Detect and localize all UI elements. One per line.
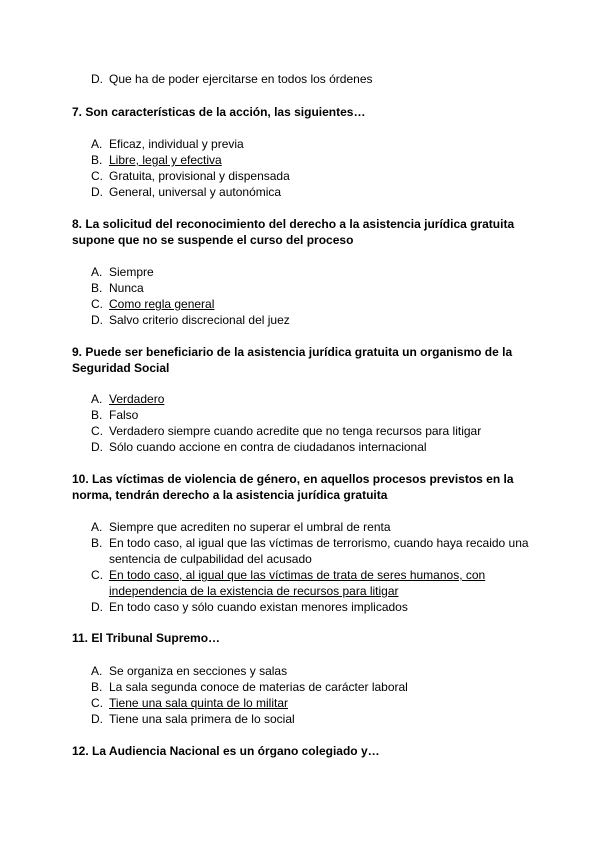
question-7-options xyxy=(91,136,290,200)
option-a xyxy=(91,391,481,407)
question-11-options xyxy=(91,663,408,727)
option-b xyxy=(91,152,290,168)
option-text: Tiene una sala primera de lo social xyxy=(109,712,295,726)
option-letter: C. xyxy=(91,696,103,710)
option-a xyxy=(91,136,290,152)
option-text-correct: Libre, legal y efectiva xyxy=(109,153,222,167)
option-letter: A. xyxy=(91,664,103,678)
option-letter: A. xyxy=(91,392,103,406)
option-letter: C. xyxy=(91,297,103,311)
option-text: Falso xyxy=(109,408,139,422)
option-letter: D. xyxy=(91,72,103,86)
option-d xyxy=(91,312,290,328)
option-text: En todo caso y sólo cuando existan menores implicados xyxy=(109,600,408,614)
option-b xyxy=(91,280,290,296)
option-text: Se organiza en secciones y salas xyxy=(109,664,288,678)
option-text: Salvo criterio discrecional del juez xyxy=(109,313,290,327)
option-letter: B. xyxy=(91,680,103,694)
option-letter: D. xyxy=(91,185,103,199)
option-b xyxy=(91,535,531,567)
option-d xyxy=(91,184,290,200)
option-letter: D. xyxy=(91,600,103,614)
option-letter: C. xyxy=(91,568,103,582)
question-12-title: 12. La Audiencia Nacional es un órgano colegiado y… xyxy=(72,744,380,758)
question-8-title: 8. La solicitud del reconocimiento del derecho a la asistencia jurídica gratuita supone que no se suspende el curso del proceso xyxy=(72,217,515,247)
question-7-title: 7. Son características de la acción, las siguientes… xyxy=(72,105,366,119)
option-letter: C. xyxy=(91,169,103,183)
option-text-correct: En todo caso, al igual que las víctimas de trata de seres humanos, con independencia de la existencia de recursos para litigar xyxy=(109,568,486,598)
option-c xyxy=(91,168,290,184)
option-text-correct: Verdadero xyxy=(109,392,165,406)
option-text: Siempre xyxy=(109,265,154,279)
option-a xyxy=(91,264,290,280)
option-d xyxy=(91,599,531,615)
option-letter: B. xyxy=(91,408,103,422)
option-text: General, universal y autonómica xyxy=(109,185,282,199)
option-letter: A. xyxy=(91,265,103,279)
option-c xyxy=(91,296,290,312)
option-letter: D. xyxy=(91,712,103,726)
option-text-correct: Como regla general xyxy=(109,297,215,311)
question-11-title: 11. El Tribunal Supremo… xyxy=(72,631,221,645)
option-letter: A. xyxy=(91,137,103,151)
option-letter: D. xyxy=(91,313,103,327)
option-d xyxy=(91,711,408,727)
option-text: La sala segunda conoce de materias de carácter laboral xyxy=(109,680,408,694)
option-b xyxy=(91,679,408,695)
option-c xyxy=(91,423,481,439)
option-letter: B. xyxy=(91,536,103,550)
option-letter: D. xyxy=(91,440,103,454)
option-text: Gratuita, provisional y dispensada xyxy=(109,169,290,183)
option-a xyxy=(91,519,531,535)
option-d xyxy=(91,71,373,87)
option-text: Siempre que acrediten no superar el umbral de renta xyxy=(109,520,391,534)
option-text: En todo caso, al igual que las víctimas de terrorismo, cuando haya recaido una sentencia de culpabilidad del acusado xyxy=(109,536,529,566)
lead-options xyxy=(91,71,373,87)
option-letter: B. xyxy=(91,281,103,295)
question-10-title: 10. Las víctimas de violencia de género, en aquellos procesos previstos en la norma, tendrán derecho a la asistencia jurídica gratuita xyxy=(72,472,514,502)
question-9-options xyxy=(91,391,481,455)
option-text: Que ha de poder ejercitarse en todos los órdenes xyxy=(109,72,373,86)
option-text: Verdadero siempre cuando acredite que no tenga recursos para litigar xyxy=(109,424,482,438)
option-d xyxy=(91,439,481,455)
option-text-correct: Tiene una sala quinta de lo militar xyxy=(109,696,288,710)
option-b xyxy=(91,407,481,423)
option-letter: C. xyxy=(91,424,103,438)
question-8-options xyxy=(91,264,290,328)
option-text: Eficaz, individual y previa xyxy=(109,137,244,151)
question-10-options xyxy=(91,519,531,615)
option-text: Sólo cuando accione en contra de ciudadanos internacional xyxy=(109,440,427,454)
question-9-title: 9. Puede ser beneficiario de la asistencia jurídica gratuita un organismo de la Seguridad Social xyxy=(72,345,513,375)
option-c xyxy=(91,567,531,599)
option-letter: A. xyxy=(91,520,103,534)
option-letter: B. xyxy=(91,153,103,167)
option-a xyxy=(91,663,408,679)
option-text: Nunca xyxy=(109,281,144,295)
option-c xyxy=(91,695,408,711)
